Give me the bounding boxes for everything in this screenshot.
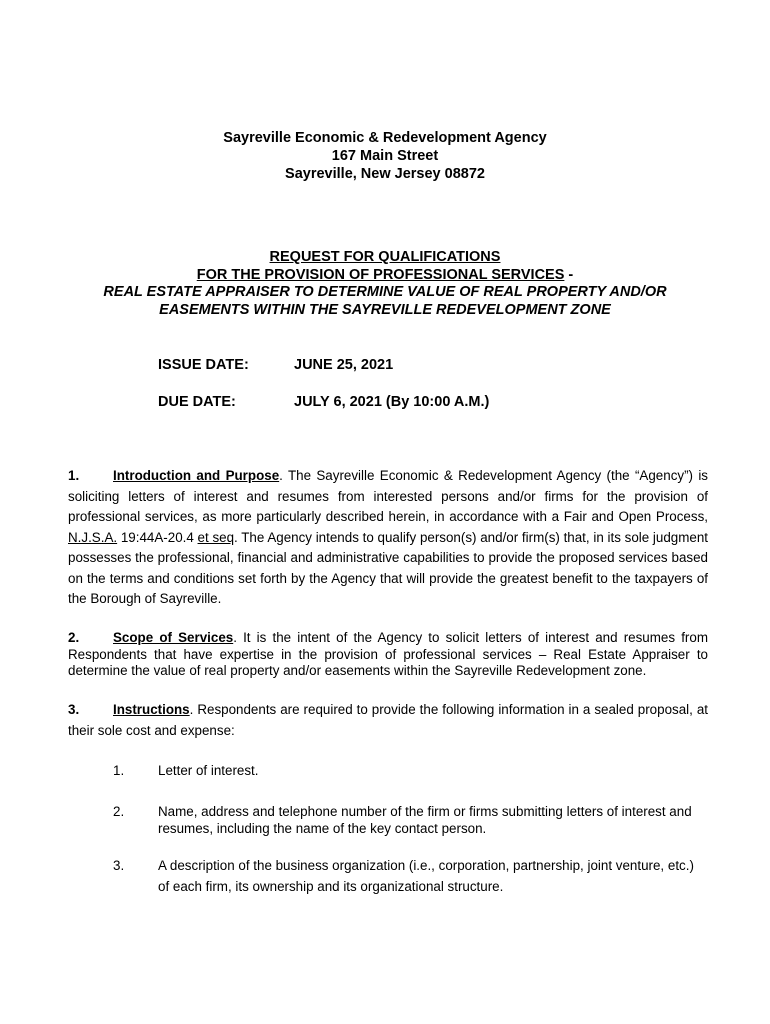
due-date-value: JULY 6, 2021 (By 10:00 A.M.) — [294, 394, 490, 410]
due-date-label: DUE DATE: — [158, 394, 236, 410]
agency-header — [0, 129, 770, 183]
section-text: . The Agency intends to qualify person(s) and/or firm(s) that, in its sole judgment possesses the professional, financial and administrative capabilities to provide the proposed services based on the terms and conditions set forth by the Agency that will provide the greatest benefit to the taxpayers of the Borough of Sayreville. — [68, 529, 708, 606]
agency-name: Sayreville Economic & Redevelopment Agency — [223, 130, 547, 146]
section-heading: Scope of Services — [113, 630, 234, 645]
rfq-title-line2: FOR THE PROVISION OF PROFESSIONAL SERVICES — [196, 266, 565, 283]
list-item-number: 3. — [113, 858, 125, 873]
section-text: 19:44A-20.4 — [117, 529, 198, 545]
rfq-title-line3: REAL ESTATE APPRAISER TO DETERMINE VALUE OF REAL PROPERTY AND/OR — [103, 284, 667, 300]
section-text: . It is the intent of the Agency to solicit letters of interest and resumes from Respondents that have expertise in the provision of professional services – Real Estate Appraiser to determine the value of real property and/or easements within the Sayreville Redevelopment zone. — [68, 630, 708, 678]
list-item-text: Name, address and telephone number of the firm or firms submitting letters of interest and resumes, including the name of the key contact person. — [158, 804, 692, 836]
et-seq-reference: et seq — [197, 529, 235, 545]
list-item-text: A description of the business organization (i.e., corporation, partnership, joint venture, etc.) of each firm, its ownership and its organizational structure. — [158, 858, 694, 894]
rfq-title-line4: EASEMENTS WITHIN THE SAYREVILLE REDEVELOPMENT ZONE — [159, 301, 611, 318]
list-item-number: 2. — [113, 804, 125, 819]
issue-date-value: JUNE 25, 2021 — [294, 357, 394, 373]
section-number: 2. — [68, 630, 80, 645]
issue-date-label: ISSUE DATE: — [158, 357, 249, 373]
rfq-title-line1: REQUEST FOR QUALIFICATIONS — [269, 249, 501, 265]
section-text: . The Sayreville Economic & Redevelopment Agency (the “Agency”) is soliciting letters of interest and resumes from interested persons and/or firms for the provision of professional services, as more particularly described herein, in accordance with a Fair and Open Process, — [68, 468, 709, 524]
rfq-title-dash: - — [564, 266, 574, 283]
section-number: 1. — [68, 468, 80, 483]
list-item-text: Letter of interest. — [158, 763, 259, 778]
list-item-number: 1. — [113, 763, 125, 778]
section-introduction — [68, 466, 708, 610]
agency-city: Sayreville, New Jersey 08872 — [285, 166, 485, 182]
statute-reference: N.J.S.A. — [68, 529, 118, 545]
agency-street: 167 Main Street — [331, 148, 439, 164]
section-text: . Respondents are required to provide the following information in a sealed proposal, at their sole cost and expense: — [68, 702, 708, 738]
section-heading: Introduction and Purpose — [113, 468, 280, 483]
section-instructions — [68, 700, 708, 741]
section-number: 3. — [68, 702, 80, 717]
rfq-title-block — [0, 249, 770, 319]
section-heading: Instructions — [113, 702, 190, 717]
section-scope — [68, 630, 708, 680]
